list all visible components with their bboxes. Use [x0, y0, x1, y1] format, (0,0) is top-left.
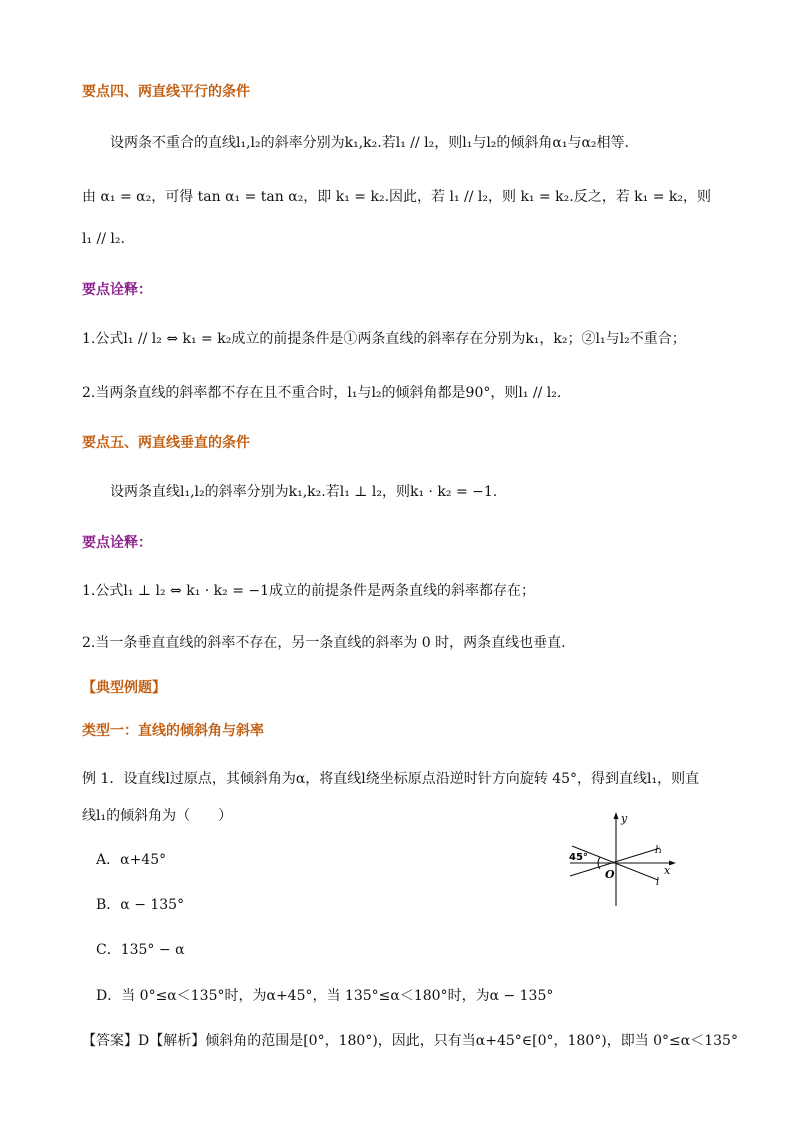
type1-heading: 类型一：直线的倾斜角与斜率 [82, 723, 264, 739]
example1-question: 例 1．设直线l过原点，其倾斜角为α，将直线l绕坐标原点沿逆时针方向旋转 45°，得到直线l₁，则直 [82, 771, 700, 787]
rotation-figure [560, 808, 690, 908]
note1-item1: 1.公式l₁ // l₂ ⇔ k₁ = k₂成立的前提条件是①两条直线的斜率存在分别为k₁，k₂；②l₁与l₂不重合； [82, 331, 686, 347]
answer-line: 【答案】D【解析】倾斜角的范围是[0°，180°)，因此，只有当α+45°∈[0°，180°)，即当 0°≤α＜135° [82, 1033, 738, 1049]
note1-heading: 要点诠释： [82, 282, 152, 298]
note2-heading: 要点诠释： [82, 535, 152, 551]
examples-heading: 【典型例题】 [82, 680, 166, 696]
section5-heading: 要点五、两直线垂直的条件 [82, 435, 250, 451]
section4-paragraph: 设两条不重合的直线l₁,l₂的斜率分别为k₁,k₂.若l₁ // l₂，则l₁与l₂的倾斜角α₁与α₂相等. [110, 135, 629, 151]
angle-label: 45° [569, 852, 588, 863]
l1-label: l₁ [655, 845, 663, 856]
y-label: y [621, 812, 628, 825]
note2-item2: 2.当一条垂直直线的斜率不存在，另一条直线的斜率为 0 时，两条直线也垂直. [82, 635, 566, 651]
note2-item1: 1.公式l₁ ⊥ l₂ ⇔ k₁ · k₂ = −1成立的前提条件是两条直线的斜率都存在； [82, 583, 536, 599]
section4-heading: 要点四、两直线平行的条件 [82, 84, 250, 100]
section4-derivation: 由 α₁ = α₂，可得 tan α₁ = tan α₂，即 k₁ = k₂.因此，若 l₁ // l₂，则 k₁ = k₂.反之，若 k₁ = k₂，则 [82, 189, 711, 205]
origin-label: O [605, 868, 615, 881]
option-c: C．135° − α [96, 942, 185, 958]
section5-paragraph: 设两条直线l₁,l₂的斜率分别为k₁,k₂.若l₁ ⊥ l₂，则k₁ · k₂ = −1. [110, 484, 498, 500]
x-label: x [664, 864, 671, 877]
section4-derivation-end: l₁ // l₂. [82, 231, 125, 247]
l-label: l [656, 877, 660, 888]
option-b: B．α − 135° [96, 897, 185, 913]
y-axis-arrow [614, 812, 619, 819]
option-a: A．α+45° [96, 852, 167, 868]
option-d: D．当 0°≤α＜135°时，为α+45°，当 135°≤α＜180°时，为α − 135° [96, 988, 554, 1004]
example1-question-cont: 线l₁的倾斜角为（ ） [82, 808, 233, 824]
note1-item2: 2.当两条直线的斜率都不存在且不重合时，l₁与l₂的倾斜角都是90°，则l₁ // l₂. [82, 385, 562, 401]
